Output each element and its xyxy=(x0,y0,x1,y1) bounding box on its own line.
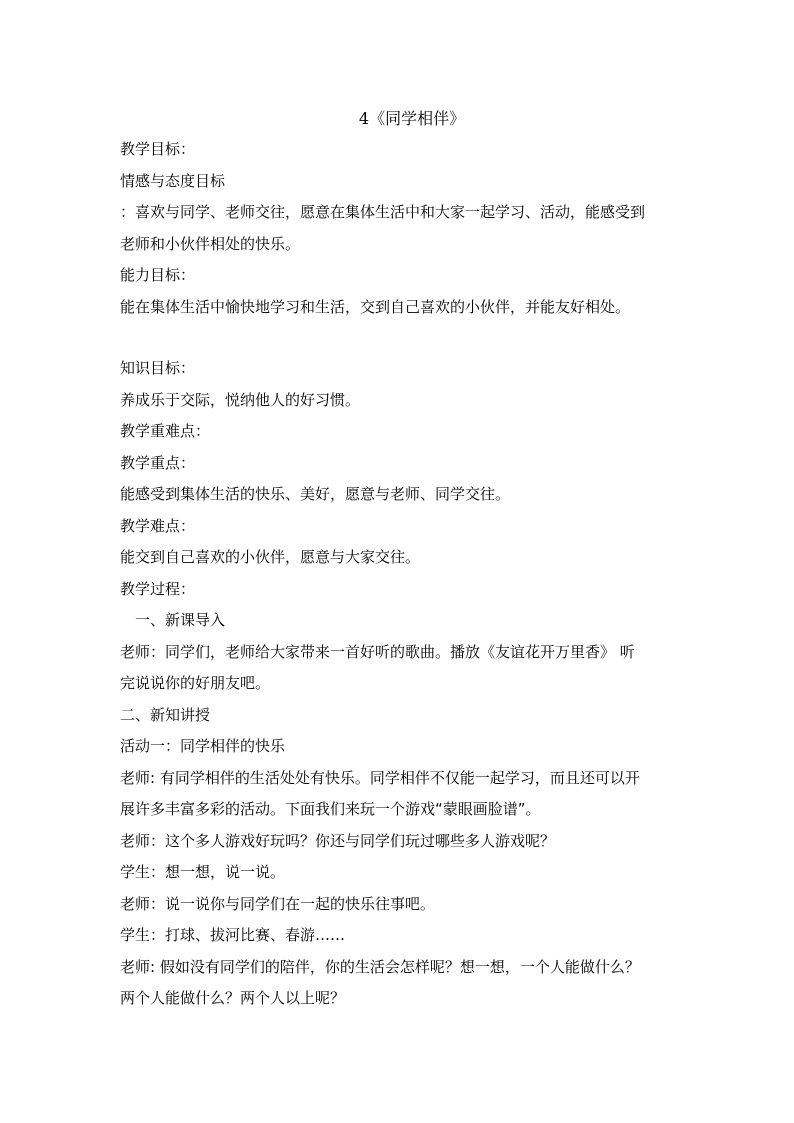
blank-line xyxy=(120,323,680,353)
paragraph-line: 老师: 有同学相伴的生活处处有快乐。同学相伴不仅能一起学习，而且还可以开 xyxy=(120,768,640,787)
heading-key-points: 教学重点： xyxy=(120,453,196,472)
paragraph-line: 能交到自己喜欢的小伙伴，愿意与大家交往。 xyxy=(120,548,421,566)
activity-heading: 活动一：同学相伴的快乐 xyxy=(120,737,286,755)
heading-teaching-goals: 教学目标： xyxy=(120,140,196,158)
heading-key-difficult-points: 教学重难点： xyxy=(120,422,211,440)
paragraph-line: 两个人能做什么？两个人以上呢？ xyxy=(120,989,346,1007)
lesson-title: 4《同学相伴》 xyxy=(358,109,466,128)
paragraph-line: 展许多丰富多彩的活动。下面我们来玩一个游戏“蒙眼画脸谱”。 xyxy=(120,800,541,818)
paragraph-line: 老师：同学们，老师给大家带来一首好听的歌曲。播放《友谊花开万里香》 听 xyxy=(120,642,635,661)
paragraph-line: 老师：这个多人游戏好玩吗？你还与同学们玩过哪些多人游戏呢？ xyxy=(120,831,556,850)
section-heading-new-knowledge: 二、新知讲授 xyxy=(120,705,211,724)
paragraph-line: 老师：说一说你与同学们在一起的快乐往事吧。 xyxy=(120,894,436,913)
paragraph-line: 学生：想一想，说一说。 xyxy=(120,863,286,881)
heading-teaching-process: 教学过程： xyxy=(120,579,196,598)
heading-difficult-points: 教学难点： xyxy=(120,516,196,535)
paragraph-line: ：喜欢与同学、老师交往，愿意在集体生活中和大家一起学习、活动，能感受到 xyxy=(120,203,646,221)
paragraph-line: 能在集体生活中愉快地学习和生活，交到自己喜欢的小伙伴，并能友好相处。 xyxy=(120,297,631,316)
paragraph-line: 养成乐于交际，悦纳他人的好习惯。 xyxy=(120,390,361,409)
heading-emotion-attitude-goal: 情感与态度目标 xyxy=(120,171,226,190)
heading-ability-goal: 能力目标： xyxy=(120,266,196,284)
paragraph-line: 老师: 假如没有同学们的陪伴，你的生活会怎样呢？想一想，一个人能做什么？ xyxy=(120,957,640,976)
paragraph-line: 学生：打球、拔河比赛、春游…… xyxy=(120,926,346,944)
paragraph-line: 能感受到集体生活的快乐、美好，愿意与老师、同学交往。 xyxy=(120,485,511,503)
paragraph-line: 老师和小伙伴相处的快乐。 xyxy=(120,234,301,253)
lesson-plan-content xyxy=(120,103,680,1015)
heading-knowledge-goal: 知识目标： xyxy=(120,359,196,377)
section-heading-intro: 一、新课导入 xyxy=(135,611,226,629)
paragraph-line: 完说说你的好朋友吧。 xyxy=(120,674,271,692)
